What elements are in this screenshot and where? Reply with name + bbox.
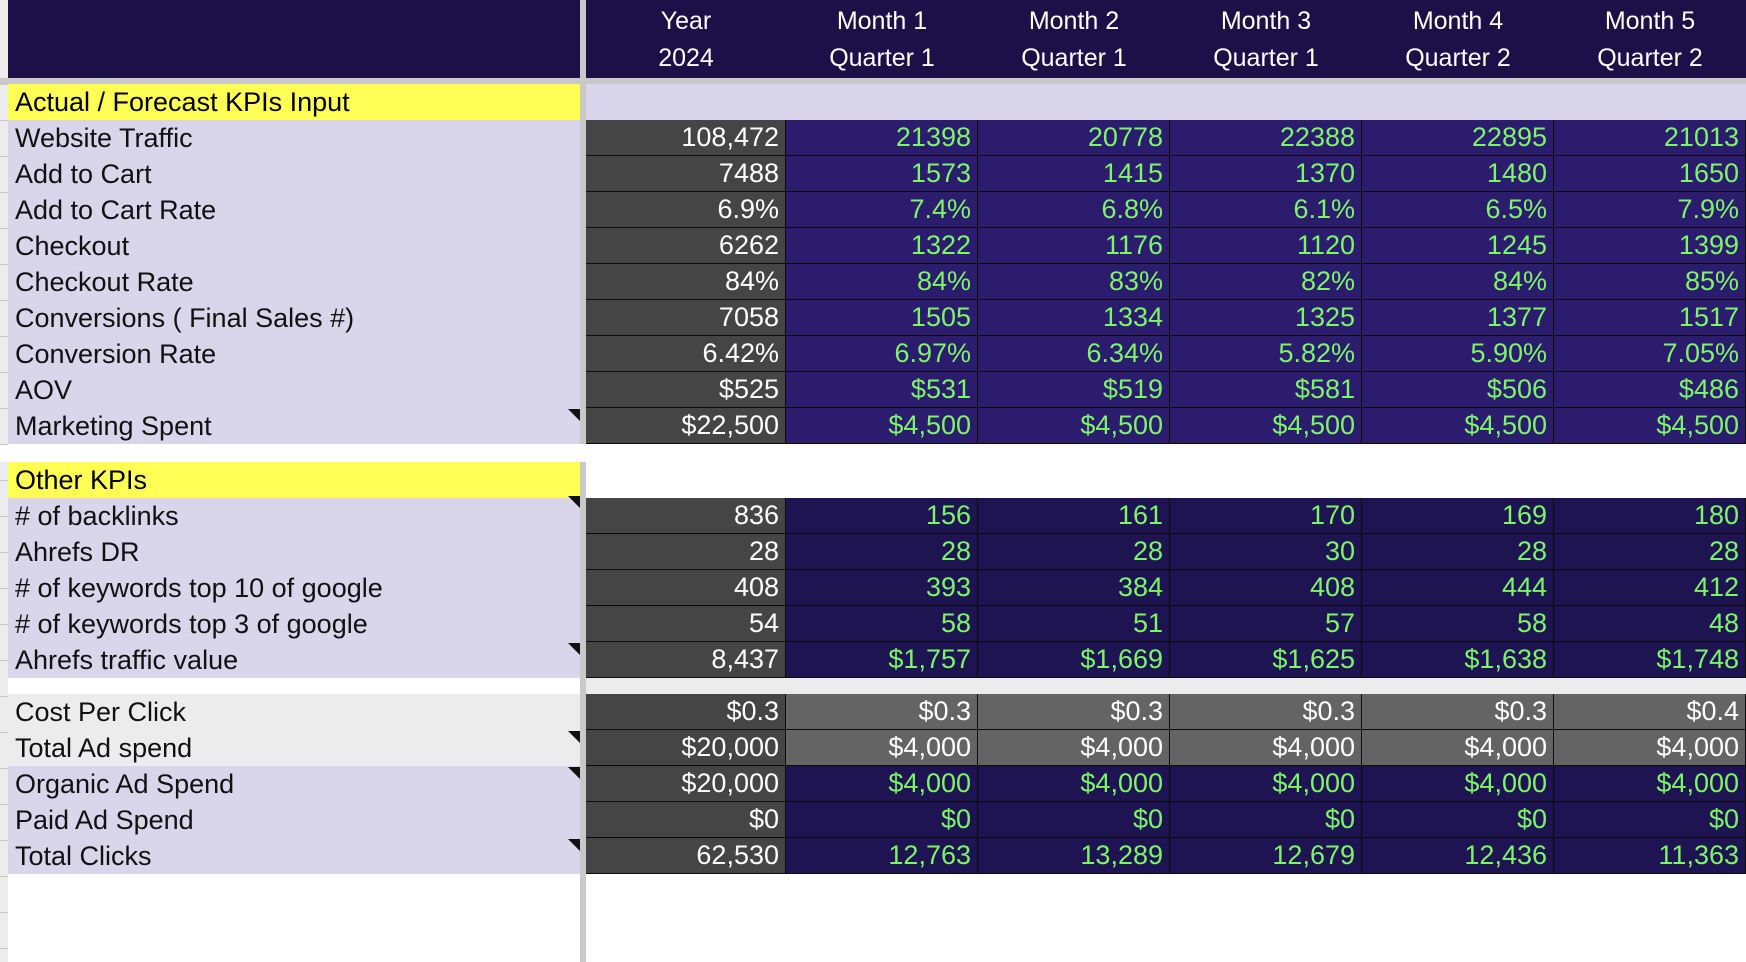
value-cell[interactable]: $4,500	[786, 408, 978, 444]
row-gutter-tick	[0, 516, 8, 517]
value-cell[interactable]: 54	[586, 606, 786, 642]
value-cell[interactable]: 6.34%	[978, 336, 1170, 372]
row-label[interactable]: AOV	[8, 372, 580, 408]
column-header-line1: Month 3	[1220, 7, 1312, 35]
value-cell[interactable]: 6.1%	[1170, 192, 1362, 228]
value-cell[interactable]: $20,000	[586, 730, 786, 766]
value-cell[interactable]: 180	[1554, 498, 1746, 534]
value-cell[interactable]: 6262	[586, 228, 786, 264]
row-gutter-tick	[0, 192, 8, 193]
value-cell[interactable]: 48	[1554, 606, 1746, 642]
row-label[interactable]: Checkout Rate	[8, 264, 580, 300]
column-header-line1: Year	[660, 7, 712, 35]
value-cell[interactable]: 7.9%	[1554, 192, 1746, 228]
row-label[interactable]: Total Ad spend	[8, 730, 580, 766]
value-cell[interactable]: $519	[978, 372, 1170, 408]
column-header-month-3[interactable]	[1170, 0, 1362, 78]
row-label[interactable]: Add to Cart	[8, 156, 580, 192]
value-cell[interactable]: 7.4%	[786, 192, 978, 228]
value-cell[interactable]: 6.97%	[786, 336, 978, 372]
value-cell[interactable]: 1176	[978, 228, 1170, 264]
value-cell[interactable]: 13,289	[978, 838, 1170, 874]
table-row	[0, 642, 1746, 678]
value-cell[interactable]: 12,436	[1362, 838, 1554, 874]
value-cell[interactable]: 7.05%	[1554, 336, 1746, 372]
row-label[interactable]: Marketing Spent	[8, 408, 580, 444]
value-cell[interactable]: 170	[1170, 498, 1362, 534]
value-cell[interactable]: 6.9%	[586, 192, 786, 228]
row-label[interactable]: # of keywords top 3 of google	[8, 606, 580, 642]
row-label[interactable]: Website Traffic	[8, 120, 580, 156]
value-cell[interactable]: 12,679	[1170, 838, 1362, 874]
row-gutter-tick	[0, 660, 8, 661]
value-cell[interactable]: $0.3	[586, 694, 786, 730]
value-cell[interactable]: 51	[978, 606, 1170, 642]
value-cell[interactable]: $525	[586, 372, 786, 408]
value-cell[interactable]: 836	[586, 498, 786, 534]
value-cell[interactable]: 6.5%	[1362, 192, 1554, 228]
value-cell[interactable]: $4,500	[978, 408, 1170, 444]
cell-note-indicator[interactable]	[568, 839, 580, 851]
value-cell[interactable]: 84%	[786, 264, 978, 300]
value-cell[interactable]: $4,000	[978, 730, 1170, 766]
table-row	[0, 802, 1746, 838]
value-cell[interactable]: 6.42%	[586, 336, 786, 372]
value-cell[interactable]: 1650	[1554, 156, 1746, 192]
value-cell[interactable]: $0	[586, 802, 786, 838]
column-header-month-1[interactable]	[786, 0, 978, 78]
table-row	[0, 300, 1746, 336]
table-row	[0, 120, 1746, 156]
row-label[interactable]: Paid Ad Spend	[8, 802, 580, 838]
cell-note-indicator[interactable]	[568, 767, 580, 779]
value-cell[interactable]: 384	[978, 570, 1170, 606]
value-cell[interactable]: 28	[586, 534, 786, 570]
gap-right	[586, 678, 1746, 694]
section-title-band	[586, 462, 1746, 498]
column-header-line2: 2024	[658, 44, 714, 72]
column-header-line2: Quarter 2	[1405, 44, 1511, 72]
table-row	[0, 570, 1746, 606]
row-gutter-tick	[0, 768, 8, 769]
value-cell[interactable]: 161	[978, 498, 1170, 534]
column-header-line1: Month 4	[1412, 7, 1504, 35]
value-cell[interactable]: 28	[978, 534, 1170, 570]
value-cell[interactable]: 28	[1362, 534, 1554, 570]
value-cell[interactable]: $4,000	[786, 766, 978, 802]
value-cell[interactable]: 11,363	[1554, 838, 1746, 874]
value-cell[interactable]: $0.3	[978, 694, 1170, 730]
value-cell[interactable]: 1370	[1170, 156, 1362, 192]
row-label[interactable]: Total Clicks	[8, 838, 580, 874]
row-label[interactable]: Cost Per Click	[8, 694, 580, 730]
value-cell[interactable]: $0	[1554, 802, 1746, 838]
row-label[interactable]: Ahrefs DR	[8, 534, 580, 570]
value-cell[interactable]: 1334	[978, 300, 1170, 336]
value-cell[interactable]: $531	[786, 372, 978, 408]
value-cell[interactable]: $4,000	[1554, 730, 1746, 766]
value-cell[interactable]: 57	[1170, 606, 1362, 642]
section-title[interactable]: Other KPIs	[8, 462, 580, 498]
table-row	[0, 192, 1746, 228]
column-header-line1: Month 1	[836, 7, 928, 35]
column-header-line2: Quarter 2	[1597, 44, 1703, 72]
table-row	[0, 372, 1746, 408]
column-header-month-4[interactable]	[1362, 0, 1554, 78]
row-gutter-tick	[0, 624, 8, 625]
row-gutter-tick	[0, 588, 8, 589]
value-cell[interactable]: $0	[1170, 802, 1362, 838]
value-cell[interactable]: $1,638	[1362, 642, 1554, 678]
value-cell[interactable]: $4,000	[1554, 766, 1746, 802]
value-cell[interactable]: $4,000	[1170, 730, 1362, 766]
table-row	[0, 838, 1746, 874]
value-cell[interactable]: 444	[1362, 570, 1554, 606]
row-gutter-tick	[0, 732, 8, 733]
gap-left	[8, 678, 580, 694]
row-label[interactable]: Conversion Rate	[8, 336, 580, 372]
value-cell[interactable]: $4,500	[1362, 408, 1554, 444]
value-cell[interactable]: $581	[1170, 372, 1362, 408]
value-cell[interactable]: $4,000	[1362, 766, 1554, 802]
table-row	[0, 694, 1746, 730]
row-label[interactable]: Checkout	[8, 228, 580, 264]
table-row	[0, 534, 1746, 570]
value-cell[interactable]: $4,000	[978, 766, 1170, 802]
value-cell[interactable]: $1,625	[1170, 642, 1362, 678]
table-row	[0, 606, 1746, 642]
row-gutter-tick	[0, 120, 8, 121]
value-cell[interactable]: 28	[786, 534, 978, 570]
value-cell[interactable]: 1573	[786, 156, 978, 192]
row-label[interactable]: Conversions ( Final Sales #)	[8, 300, 580, 336]
value-cell[interactable]: 58	[1362, 606, 1554, 642]
row-gutter-tick	[0, 480, 8, 481]
section-title[interactable]: Actual / Forecast KPIs Input	[8, 84, 580, 120]
value-cell[interactable]: 156	[786, 498, 978, 534]
value-cell[interactable]: 1415	[978, 156, 1170, 192]
value-cell[interactable]: $0	[1362, 802, 1554, 838]
value-cell[interactable]: 169	[1362, 498, 1554, 534]
column-header-line2: Quarter 1	[1021, 44, 1127, 72]
value-cell[interactable]: 412	[1554, 570, 1746, 606]
value-cell[interactable]: 58	[786, 606, 978, 642]
value-cell[interactable]: $0	[978, 802, 1170, 838]
value-cell[interactable]: 1325	[1170, 300, 1362, 336]
cell-note-indicator[interactable]	[568, 731, 580, 743]
value-cell[interactable]: $1,757	[786, 642, 978, 678]
row-gutter-tick	[0, 300, 8, 301]
row-gutter-tick	[0, 84, 8, 85]
table-row	[0, 408, 1746, 444]
table-row	[0, 730, 1746, 766]
value-cell[interactable]: 5.82%	[1170, 336, 1362, 372]
row-label[interactable]: # of keywords top 10 of google	[8, 570, 580, 606]
row-gutter-tick	[0, 696, 8, 697]
value-cell[interactable]: 84%	[586, 264, 786, 300]
section-other-kpis	[0, 462, 1746, 498]
value-cell[interactable]: 408	[586, 570, 786, 606]
value-cell[interactable]: $486	[1554, 372, 1746, 408]
value-cell[interactable]: $4,000	[786, 730, 978, 766]
value-cell[interactable]: $0.3	[786, 694, 978, 730]
column-header-month-2[interactable]	[978, 0, 1170, 78]
value-cell[interactable]: 22895	[1362, 120, 1554, 156]
value-cell[interactable]: 1322	[786, 228, 978, 264]
value-cell[interactable]: 1399	[1554, 228, 1746, 264]
value-cell[interactable]: 22388	[1170, 120, 1362, 156]
value-cell[interactable]: $4,500	[1170, 408, 1362, 444]
cell-note-indicator[interactable]	[568, 496, 580, 508]
row-gutter-tick	[0, 912, 8, 913]
value-cell[interactable]: $0	[786, 802, 978, 838]
value-cell[interactable]: 20778	[978, 120, 1170, 156]
row-label[interactable]: # of backlinks	[8, 498, 580, 534]
table-row	[0, 156, 1746, 192]
column-header-row	[0, 0, 1746, 78]
value-cell[interactable]: $4,500	[1554, 408, 1746, 444]
value-cell[interactable]: $506	[1362, 372, 1554, 408]
value-cell[interactable]: 1517	[1554, 300, 1746, 336]
value-cell[interactable]: 6.8%	[978, 192, 1170, 228]
column-header-line1: Month 2	[1028, 7, 1120, 35]
value-cell[interactable]: 8,437	[586, 642, 786, 678]
value-cell[interactable]: 1120	[1170, 228, 1362, 264]
row-gutter-tick	[0, 264, 8, 265]
value-cell[interactable]: 7488	[586, 156, 786, 192]
row-label[interactable]: Add to Cart Rate	[8, 192, 580, 228]
row-gutter-tick	[0, 948, 8, 949]
table-row	[0, 766, 1746, 802]
row-gutter-tick	[0, 876, 8, 877]
table-row	[0, 228, 1746, 264]
value-cell[interactable]: $1,669	[978, 642, 1170, 678]
value-cell[interactable]: 28	[1554, 534, 1746, 570]
row-gutter-tick	[0, 372, 8, 373]
row-gutter-tick	[0, 444, 8, 445]
section-gap	[0, 678, 1746, 694]
value-cell[interactable]: $4,000	[1170, 766, 1362, 802]
cell-note-indicator[interactable]	[568, 409, 580, 421]
column-header-line1: Month 5	[1604, 7, 1696, 35]
cell-note-indicator[interactable]	[568, 643, 580, 655]
value-cell[interactable]: 21398	[786, 120, 978, 156]
value-cell[interactable]: 62,530	[586, 838, 786, 874]
row-gutter-tick	[0, 408, 8, 409]
row-gutter-tick	[0, 156, 8, 157]
header-label-corner[interactable]	[8, 0, 580, 78]
row-label[interactable]: Ahrefs traffic value	[8, 642, 580, 678]
section-input-kpis	[0, 84, 1746, 120]
column-header-month-5[interactable]	[1554, 0, 1746, 78]
column-header-line2: Quarter 1	[1213, 44, 1319, 72]
value-cell[interactable]: 85%	[1554, 264, 1746, 300]
value-cell[interactable]: $0.4	[1554, 694, 1746, 730]
value-cell[interactable]: $4,000	[1362, 730, 1554, 766]
value-cell[interactable]: 12,763	[786, 838, 978, 874]
value-cell[interactable]: 1505	[786, 300, 978, 336]
table-row	[0, 336, 1746, 372]
value-cell[interactable]: 7058	[586, 300, 786, 336]
value-cell[interactable]: 83%	[978, 264, 1170, 300]
row-gutter-tick	[0, 804, 8, 805]
row-gutter-tick	[0, 228, 8, 229]
value-cell[interactable]: $1,748	[1554, 642, 1746, 678]
table-row	[0, 498, 1746, 534]
value-cell[interactable]: 82%	[1170, 264, 1362, 300]
value-cell[interactable]: 408	[1170, 570, 1362, 606]
value-cell[interactable]: 1245	[1362, 228, 1554, 264]
value-cell[interactable]: $20,000	[586, 766, 786, 802]
column-header-line2: Quarter 1	[829, 44, 935, 72]
value-cell[interactable]: 393	[786, 570, 978, 606]
section-gap	[0, 444, 1746, 462]
value-cell[interactable]: 5.90%	[1362, 336, 1554, 372]
row-gutter-tick	[0, 552, 8, 553]
value-cell[interactable]: 1377	[1362, 300, 1554, 336]
value-cell[interactable]: 108,472	[586, 120, 786, 156]
value-cell[interactable]: 21013	[1554, 120, 1746, 156]
value-cell[interactable]: $0.3	[1362, 694, 1554, 730]
value-cell[interactable]: 84%	[1362, 264, 1554, 300]
value-cell[interactable]: $22,500	[586, 408, 786, 444]
row-gutter-tick	[0, 336, 8, 337]
value-cell[interactable]: $0.3	[1170, 694, 1362, 730]
row-label[interactable]: Organic Ad Spend	[8, 766, 580, 802]
table-row	[0, 264, 1746, 300]
column-header-year[interactable]	[586, 0, 786, 78]
section-title-band	[586, 84, 1746, 120]
value-cell[interactable]: 30	[1170, 534, 1362, 570]
row-gutter-tick	[0, 840, 8, 841]
value-cell[interactable]: 1480	[1362, 156, 1554, 192]
